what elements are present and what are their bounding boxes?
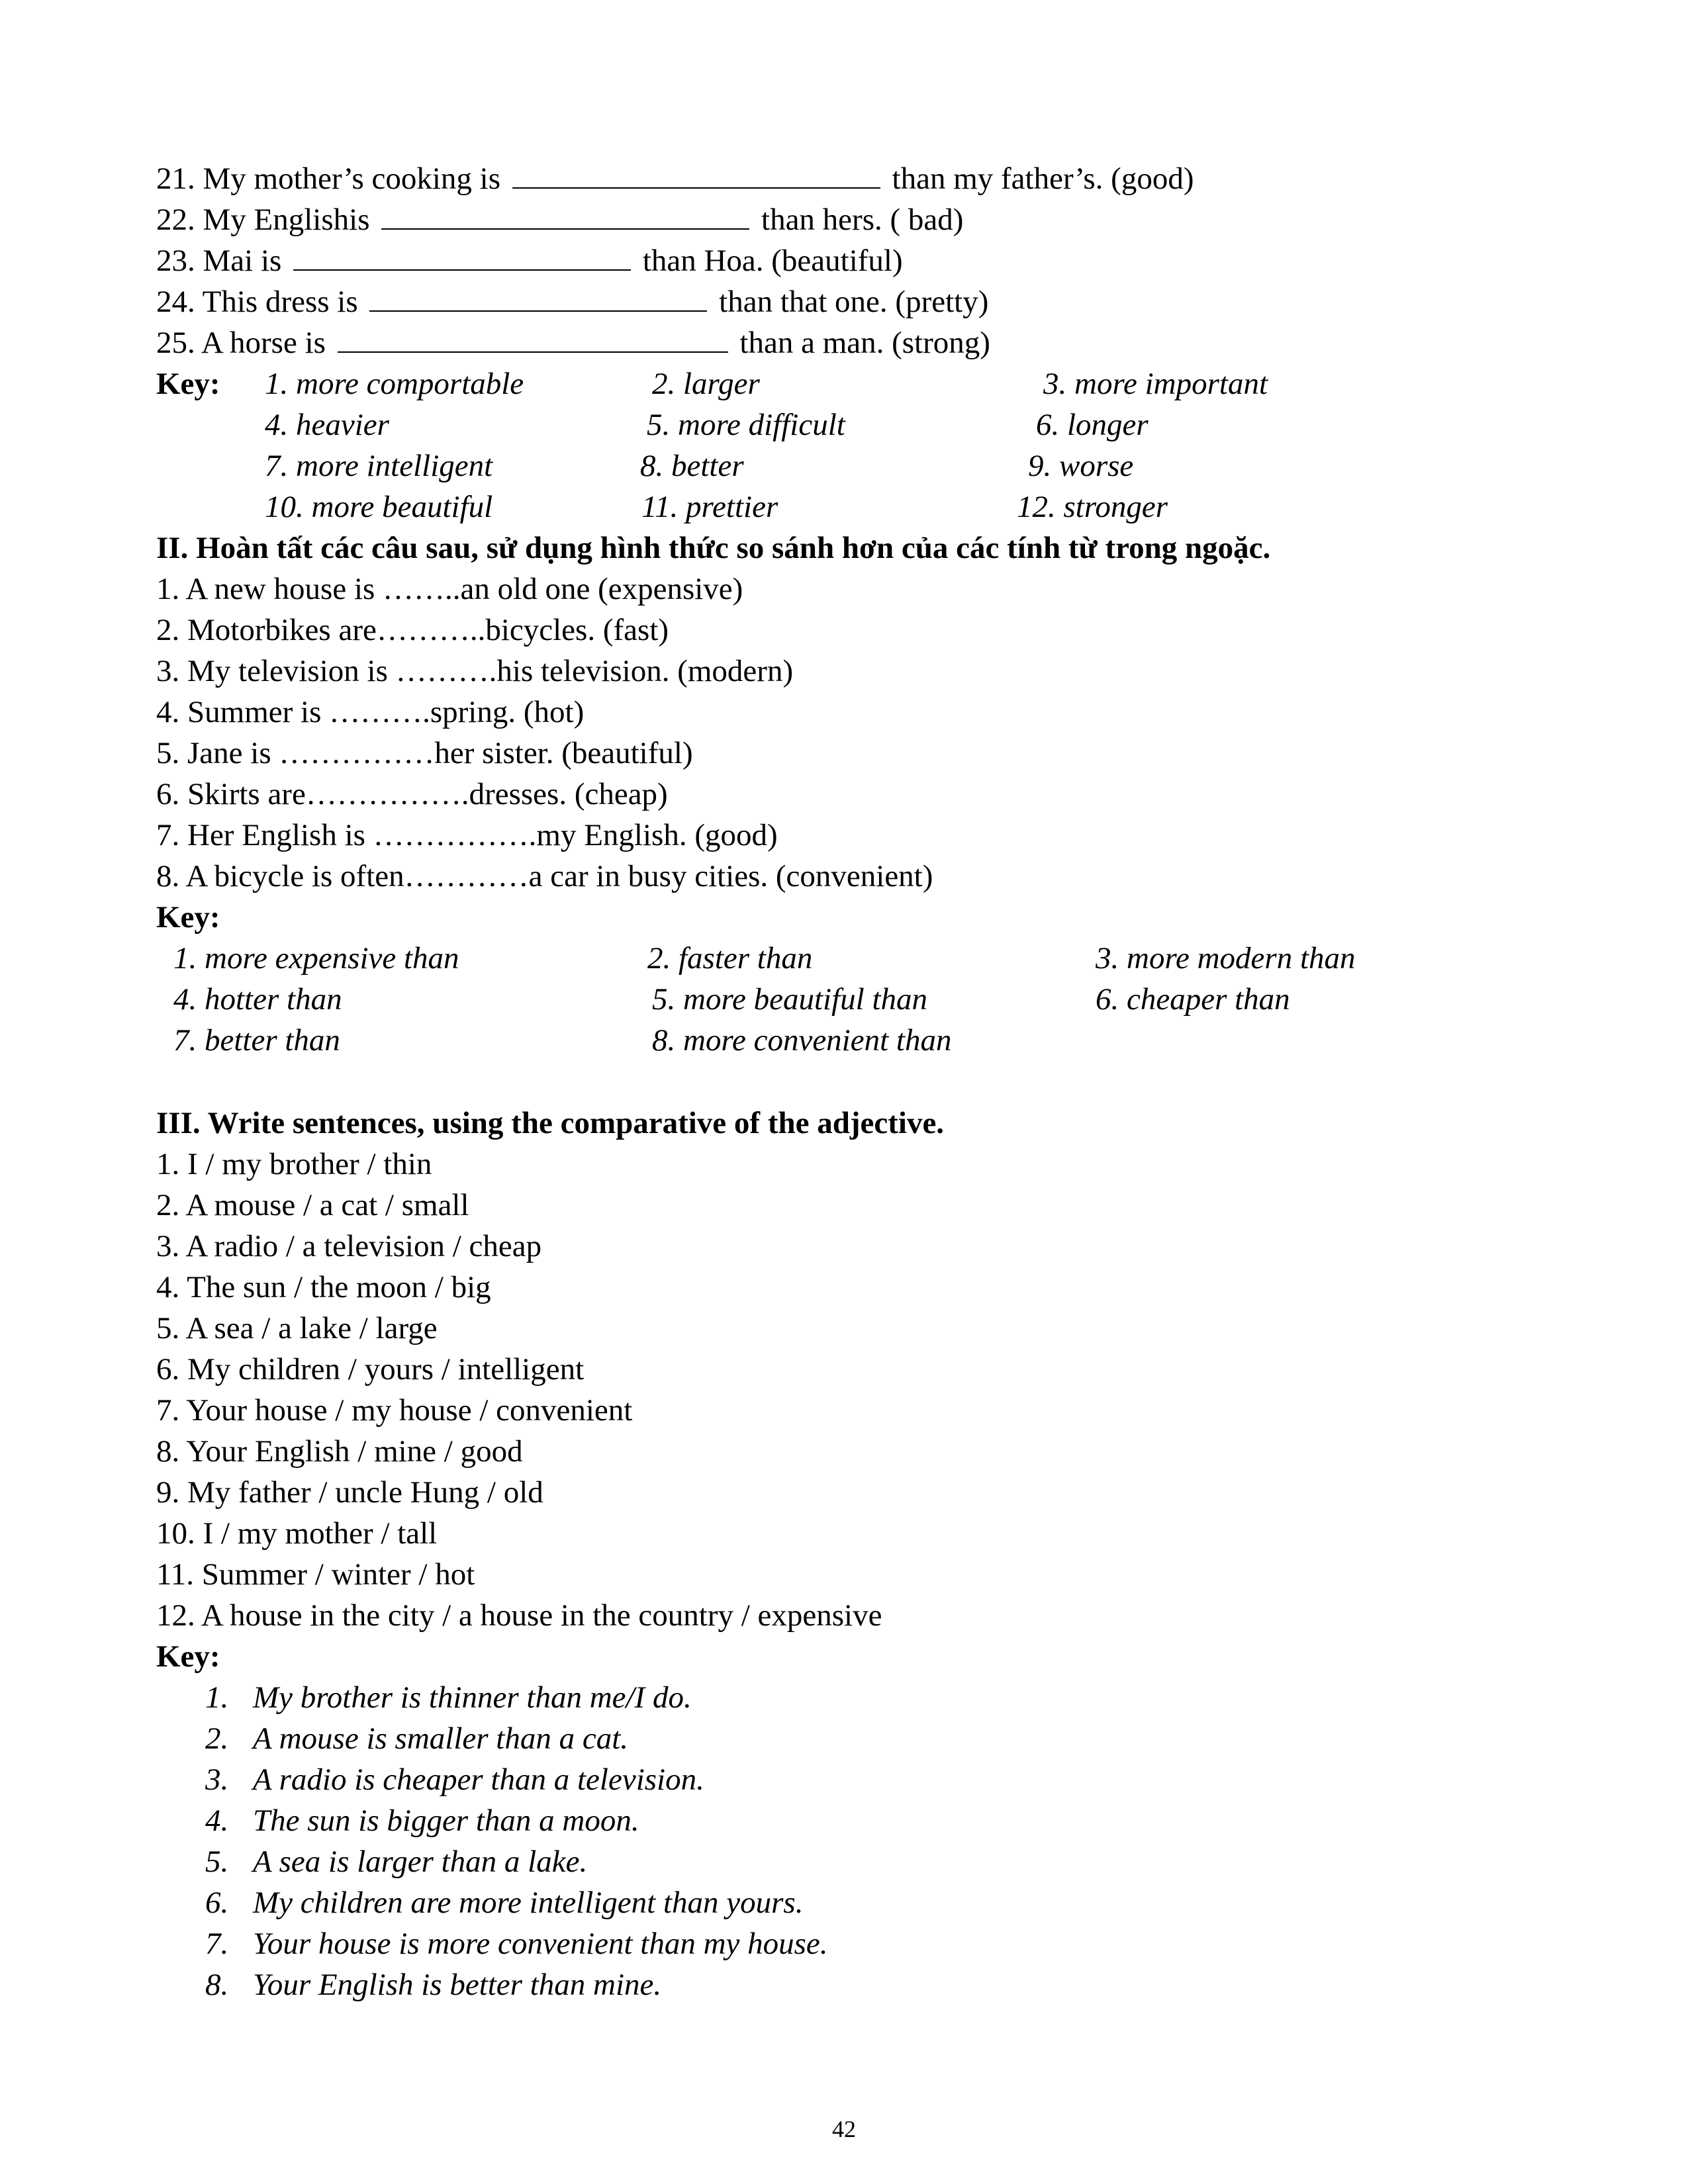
item-number: 24. xyxy=(156,285,195,319)
key-answer: 10. more beautiful xyxy=(265,490,493,524)
key-number: 7. xyxy=(205,1927,229,1961)
key-answer: 7. better than xyxy=(173,1023,340,1058)
exercise-item: 3. My television is ……….his television. (modern) xyxy=(156,654,794,688)
key-text: A radio is cheaper than a television. xyxy=(253,1762,704,1797)
key-answer: 1. more expensive than xyxy=(173,941,459,976)
key-answer: 2. faster than xyxy=(647,941,813,976)
key-answer: 8. better xyxy=(640,449,744,483)
answer-blank xyxy=(338,322,728,353)
exercise-item xyxy=(156,322,990,363)
item-text: A horse is xyxy=(201,326,326,360)
key-text: My children are more intelligent than yours. xyxy=(253,1886,804,1920)
exercise-item xyxy=(156,281,988,322)
key-answer: 3. more important xyxy=(1043,367,1268,401)
exercise-item: 5. Jane is ……………her sister. (beautiful) xyxy=(156,736,693,770)
key-number: 6. xyxy=(205,1886,229,1920)
exercise-item xyxy=(156,158,1194,199)
key-number: 1. xyxy=(205,1680,229,1715)
key-answer: 4. heavier xyxy=(265,408,389,442)
exercise-item: 10. I / my mother / tall xyxy=(156,1516,438,1551)
key-text: Your English is better than mine. xyxy=(253,1968,662,2002)
key-number: 2. xyxy=(205,1721,229,1756)
exercise-item: 4. The sun / the moon / big xyxy=(156,1270,491,1304)
item-number: 21. xyxy=(156,161,195,196)
key-sentence xyxy=(205,1882,803,1923)
item-text: than hers. ( bad) xyxy=(761,203,964,237)
key-answer: 1. more comportable xyxy=(265,367,524,401)
item-text: than Hoa. (beautiful) xyxy=(642,244,903,278)
exercise-item: 4. Summer is ……….spring. (hot) xyxy=(156,695,585,729)
section-heading: II. Hoàn tất các câu sau, sử dụng hình thức so sánh hơn của các tính từ trong ngoặc. xyxy=(156,531,1271,565)
item-number: 23. xyxy=(156,244,195,278)
exercise-item: 3. A radio / a television / cheap xyxy=(156,1229,542,1263)
exercise-item: 12. A house in the city / a house in the country / expensive xyxy=(156,1598,882,1633)
key-sentence xyxy=(205,1964,661,2005)
item-text: than my father’s. (good) xyxy=(892,161,1194,196)
key-sentence xyxy=(205,1677,692,1718)
key-sentence xyxy=(205,1800,639,1841)
key-answer: 11. prettier xyxy=(641,490,778,524)
key-answer: 5. more difficult xyxy=(647,408,845,442)
exercise-item: 5. A sea / a lake / large xyxy=(156,1311,438,1345)
answer-blank xyxy=(369,281,707,312)
section-heading: III. Write sentences, using the comparative of the adjective. xyxy=(156,1106,945,1140)
exercise-item xyxy=(156,199,963,240)
item-text: Mai is xyxy=(203,244,282,278)
exercise-item: 9. My father / uncle Hung / old xyxy=(156,1475,543,1510)
key-label: Key: xyxy=(156,367,220,401)
item-text: than a man. (strong) xyxy=(739,326,990,360)
key-text: Your house is more convenient than my house. xyxy=(253,1927,828,1961)
exercise-item xyxy=(156,240,903,281)
key-answer: 9. worse xyxy=(1028,449,1134,483)
key-text: A sea is larger than a lake. xyxy=(253,1844,588,1879)
key-text: My brother is thinner than me/I do. xyxy=(253,1680,692,1715)
key-number: 4. xyxy=(205,1803,229,1838)
exercise-item: 1. I / my brother / thin xyxy=(156,1147,432,1181)
exercise-item: 8. A bicycle is often…………a car in busy cities. (convenient) xyxy=(156,859,933,893)
key-answer: 6. cheaper than xyxy=(1096,982,1290,1017)
key-answer: 4. hotter than xyxy=(173,982,342,1017)
item-number: 25. xyxy=(156,326,195,360)
exercise-item: 6. Skirts are…………….dresses. (cheap) xyxy=(156,777,668,811)
exercise-item: 7. Your house / my house / convenient xyxy=(156,1393,633,1428)
key-number: 3. xyxy=(205,1762,229,1797)
key-label: Key: xyxy=(156,900,220,934)
key-answer: 3. more modern than xyxy=(1096,941,1356,976)
item-text: This dress is xyxy=(202,285,358,319)
exercise-item: 7. Her English is …………….my English. (good) xyxy=(156,818,778,852)
key-answer: 7. more intelligent xyxy=(265,449,493,483)
exercise-item: 11. Summer / winter / hot xyxy=(156,1557,475,1592)
key-answer: 2. larger xyxy=(652,367,760,401)
page-number: 42 xyxy=(832,2116,856,2142)
key-sentence xyxy=(205,1923,828,1964)
key-number: 8. xyxy=(205,1968,229,2002)
item-text: than that one. (pretty) xyxy=(719,285,989,319)
key-sentence xyxy=(205,1759,704,1800)
key-sentence xyxy=(205,1841,587,1882)
exercise-item: 6. My children / yours / intelligent xyxy=(156,1352,585,1387)
exercise-item: 1. A new house is ……..an old one (expensive) xyxy=(156,572,743,606)
key-number: 5. xyxy=(205,1844,229,1879)
key-sentence xyxy=(205,1718,628,1759)
key-text: A mouse is smaller than a cat. xyxy=(253,1721,629,1756)
exercise-item: 2. Motorbikes are………..bicycles. (fast) xyxy=(156,613,669,647)
key-label: Key: xyxy=(156,1639,220,1674)
key-answer: 12. stronger xyxy=(1017,490,1168,524)
answer-blank xyxy=(293,240,631,271)
item-number: 22. xyxy=(156,203,195,237)
key-answer: 8. more convenient than xyxy=(652,1023,952,1058)
item-text: My Englishis xyxy=(203,203,370,237)
answer-blank xyxy=(512,158,880,189)
key-text: The sun is bigger than a moon. xyxy=(253,1803,639,1838)
answer-blank xyxy=(381,199,749,230)
key-answer: 6. longer xyxy=(1036,408,1149,442)
exercise-item: 8. Your English / mine / good xyxy=(156,1434,523,1469)
exercise-item: 2. A mouse / a cat / small xyxy=(156,1188,469,1222)
key-answer: 5. more beautiful than xyxy=(652,982,928,1017)
item-text: My mother’s cooking is xyxy=(203,161,501,196)
